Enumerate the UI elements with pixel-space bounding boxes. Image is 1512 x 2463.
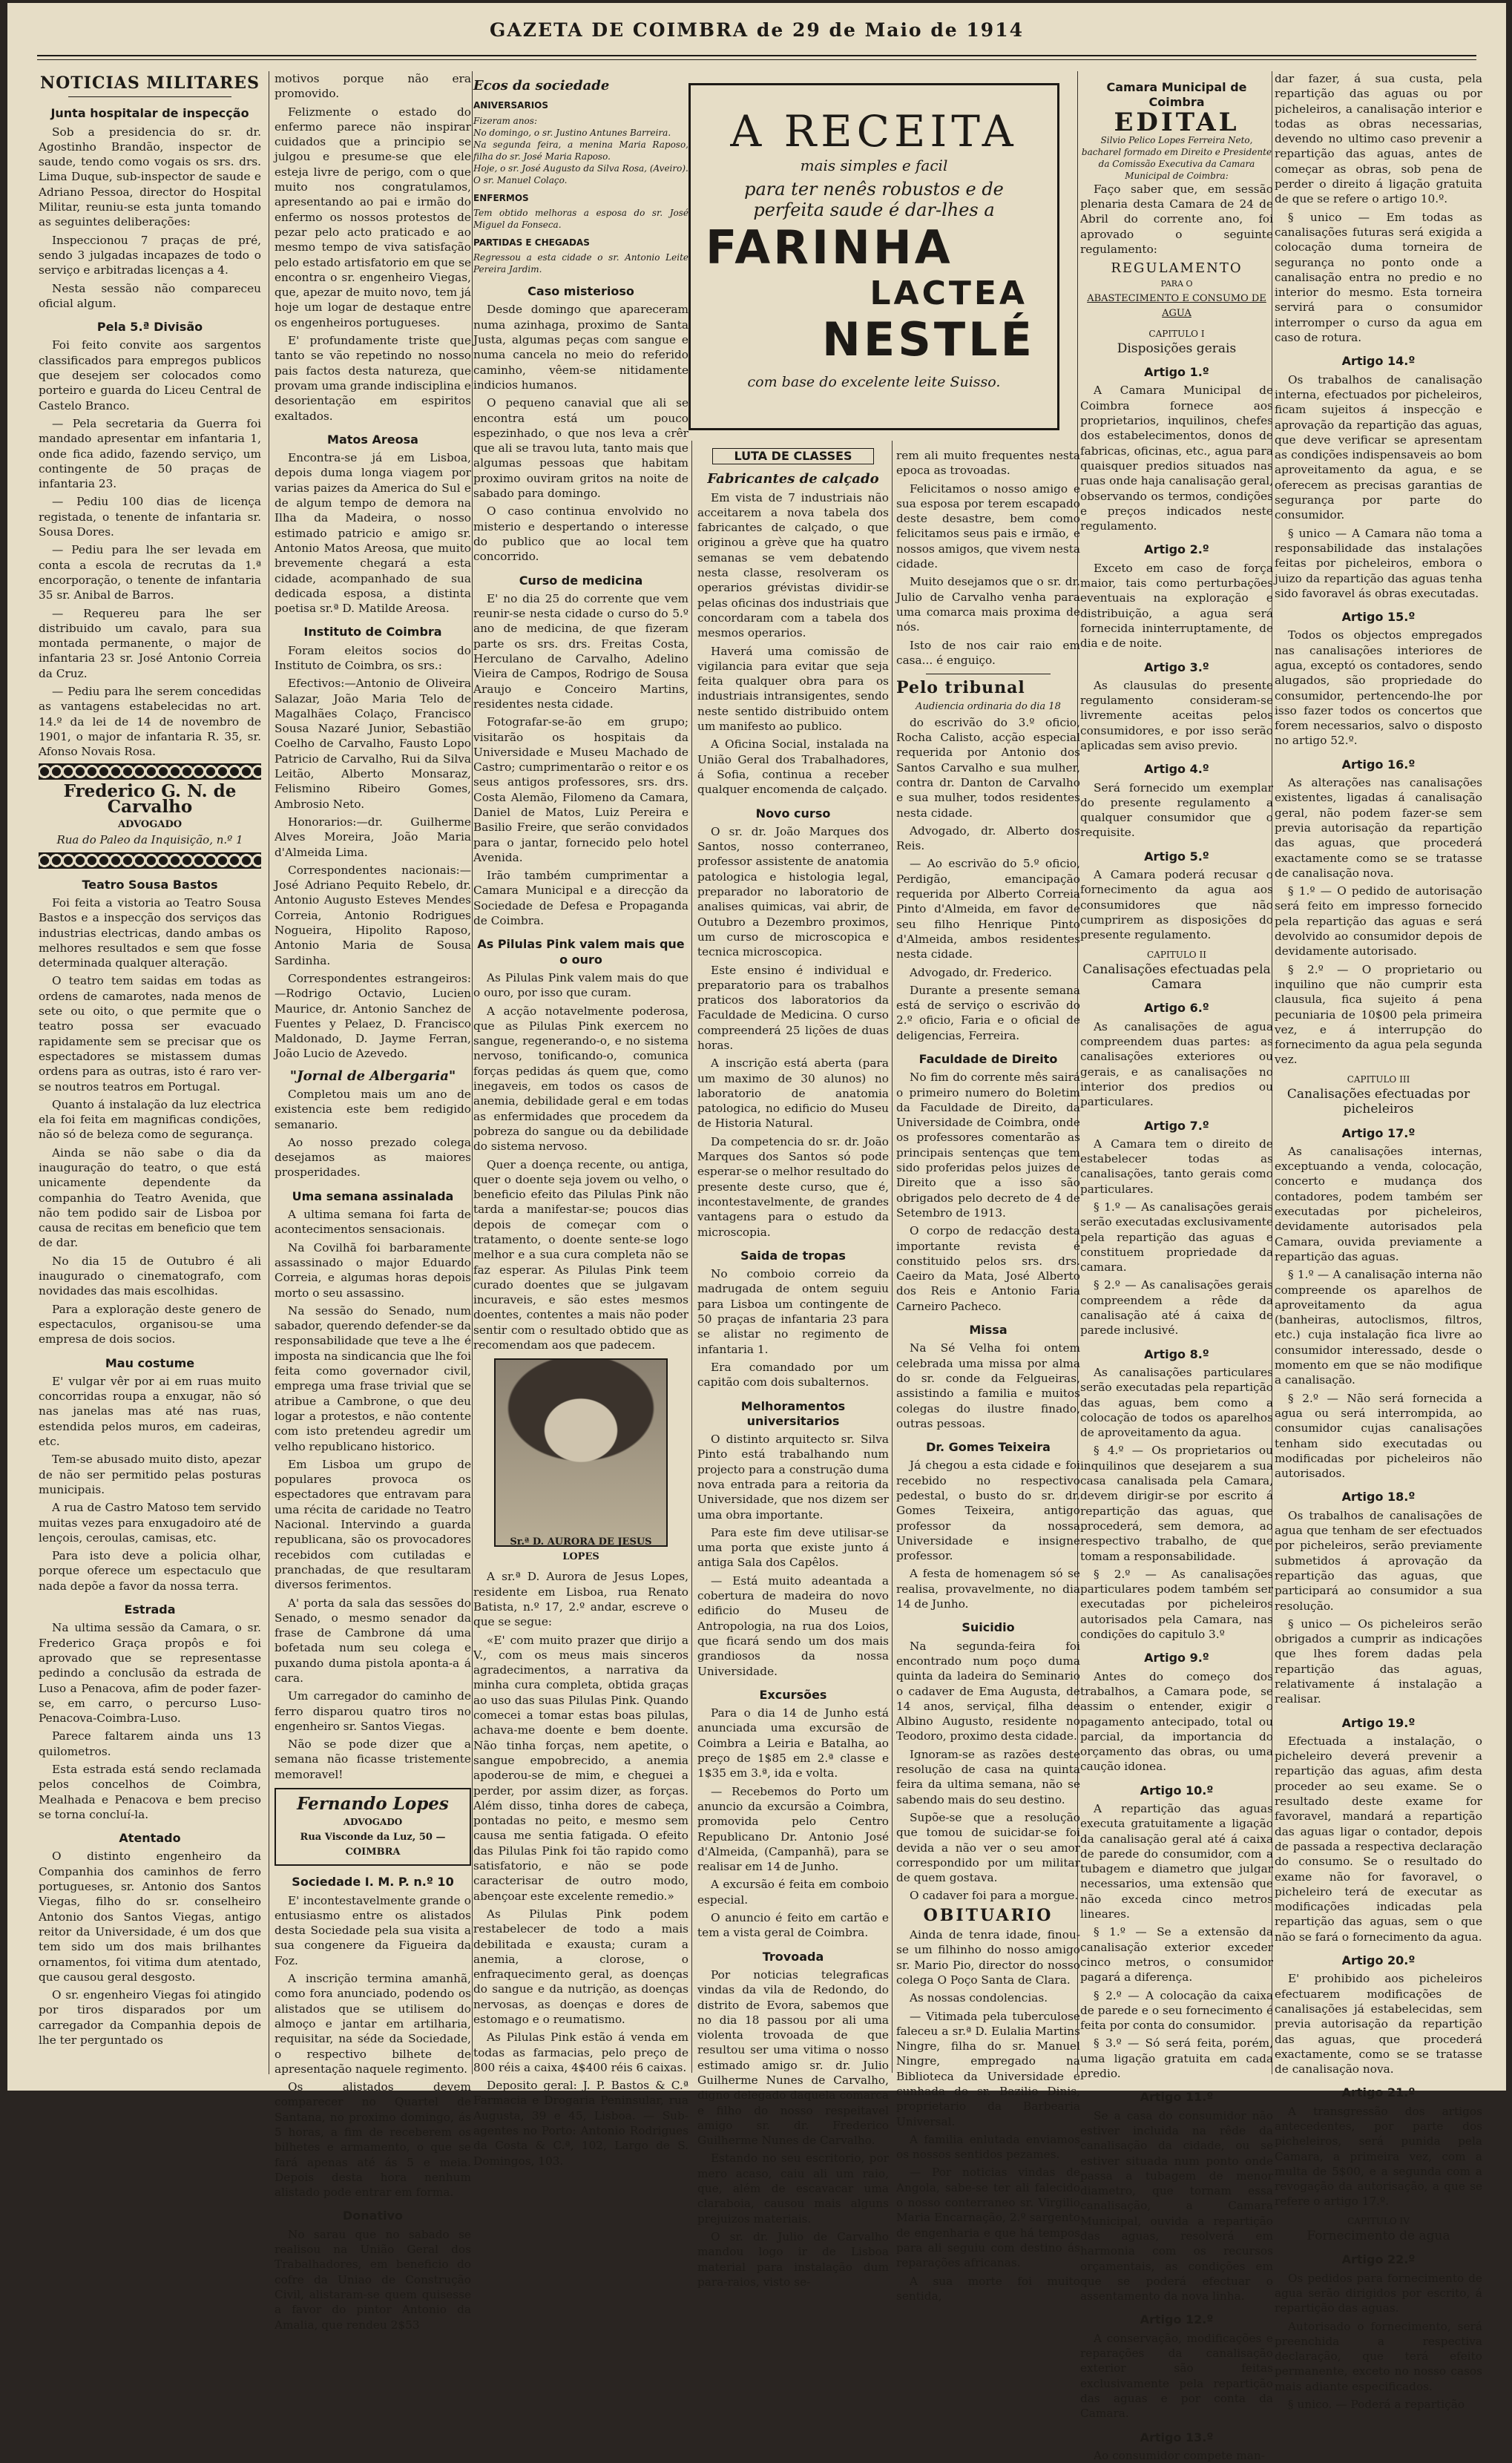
paragraph: No comboio correio da madrugada de ontem seguiu para Lisboa um contingente de 50 praças de infantaria 23 para se alistar no regimento de infantaria 1. <box>697 1267 889 1356</box>
paragraph: Advogado, dr. Frederico. <box>910 965 1052 979</box>
headline: Faculdade de Direito <box>918 1051 1058 1066</box>
paragraph: Na Covilhã foi barbaramente assassinado o major Eduardo Correia, e algumas horas depois morto o seu assassino. <box>275 1240 471 1300</box>
column-7 <box>1275 71 1482 2412</box>
article: Artigo 7.º <box>1144 1118 1209 1133</box>
headline: Excursões <box>759 1687 827 1702</box>
paragraph: § unico. — Poderá a repartição <box>1288 2398 1465 2412</box>
article: Artigo 16.º <box>1341 757 1416 772</box>
paragraph: § 4.º — Os proprietarios ou inquilinos que desejarem a sua casa canalisada pela Camara, devem dirigir-se por escrito á repartição das aguas, que procederá, sem demora, ao respectivo trabalho, de que tomam a responsabilidade. <box>1080 1444 1273 1563</box>
paragraph: — Pediu 100 dias de licença registada, o tenente de infantaria sr. Sousa Dores. <box>39 495 261 539</box>
paragraph: — Está muito adeantada a cobertura de madeira do novo edificio do Museu de Antropologia, na rua dos Loios, que ficará sendo um dos mais grandiosos da nossa Universidade. <box>697 1574 889 1678</box>
paragraph: Felizmente o estado do enfermo parece não inspirar cuidados que a principio se julgou e presume-se que ele esteja livre de perigo, com o que muito nos congratulamos, apresentando ao pai e irmão do enfermo os nossos protestos de pezar pelo acto praticado e ao mesmo tempo de viva satisfação pelo estado artisfatorio em que se encontra o sr. engenheiro Viegas, que, apezar de muito novo, tem já hoje um logar de destaque entre os engenheiros portugueses. <box>275 105 471 329</box>
article: Artigo 5.º <box>1144 849 1209 864</box>
paragraph: Inspeccionou 7 praças de pré, sendo 3 julgadas incapazes de todo o serviço e arbitradas licenças a 4. <box>39 233 261 277</box>
paragraph: — Recebemos do Porto um anuncio da excursão a Coimbra, promovida pelo Centro Republicano Dr. Antonio José d'Almeida, (Campanhã), para se realisar em 14 de Junho. <box>697 1784 889 1874</box>
paragraph: Muito desejamos que o sr. dr. Julio de Carvalho venha para uma comarca mais proxima de nós. <box>896 575 1080 634</box>
ad-brand-lactea: LACTEA <box>870 274 1028 312</box>
paragraph: § unico — A Camara não toma a responsabilidade das instalações feitas por picheleiros, embora o juizo da repartição das aguas tenha sido favoravel ás obras executadas. <box>1275 526 1482 600</box>
paragraph: A Camara Municipal de Coimbra fornece aos proprietarios, inquilinos, chefes dos estabelecimentos, donos de fabricas, oficinas, etc., agua para quaisquer predios situados nas ruas onde haja canalisação geral, observando os termos, condições e preços indicados neste regulamento. <box>1080 384 1273 533</box>
paragraph: No fim do corrente mês sairá o primeiro numero do Boletim da Faculdade de Direito, da Universidade de Coimbra, onde os professores comentarão as principais sentenças que tem sido proferidas pelos juizes de Direito que a isso são obrigados pelo decreto de 4 de Setembro de 1913. <box>896 1071 1080 1220</box>
paragraph: Não se pode dizer que a semana não ficasse tristemente memoravel! <box>275 1737 471 1781</box>
paragraph: — Pela secretaria da Guerra foi mandado apresentar em infantaria 1, onde fica adido, fazendo serviço, um contingente de 50 praças de infantaria 23. <box>39 416 261 491</box>
paragraph: § 3.º — Só será feita, porém, uma ligação gratuita em cada predio. <box>1080 2036 1273 2081</box>
paragraph: O distinto arquitecto sr. Silva Pinto está trabalhando num projecto para a construção duma nova entrada para a reitoria da Universidade, que nos dizem ser uma obra importante. <box>697 1433 889 1522</box>
ad-line: perfeita saude é dar-lhes a <box>753 200 995 220</box>
paragraph: Faço saber que, em sessão plenaria desta Camara de 24 de Abril do corrente ano, foi aprovado o seguinte regulamento: <box>1080 182 1273 257</box>
paragraph: A transgressão dos artigos antecedentes, por parte dos picheleiros, será punida pela Camara, a primeira vez, com a multa de 5$00, e a segunda com a revogação da autorisação, a que se refere o artigo 17.º. <box>1275 2104 1482 2209</box>
paragraph: Para o dia 14 de Junho está anunciada uma excursão de Coimbra a Leiria e Batalha, ao preço de 1$85 em 2.ª classe e 1$35 em 3.ª, ida e volta. <box>697 1706 889 1780</box>
paragraph: Na ultima sessão da Camara, o sr. Frederico Graça propôs e foi aprovado que se representasse pedindo a conclusão da estrada de Luso a Penacova, afim de poder fazer-se, em carro, o percurso Luso-Penacova-Coimbra-Luso. <box>39 1621 261 1726</box>
paragraph: A repartição das aguas executa gratuitamente a ligação da canalisação geral até á caixa de parede do consumidor, com a tubagem e diametro que julgar necessarios, uma extensão que não exceda cinco metros lineares. <box>1080 1801 1273 1921</box>
paragraph: A inscrição está aberta (para um maximo de 30 alunos) no laboratorio de anatomia patologica, no edificio do Museu de Historia Natural. <box>697 1056 889 1131</box>
article: Artigo 20.º <box>1341 1953 1416 1968</box>
masthead: GAZETA DE COIMBRA de 29 de Maio de 1914 <box>490 19 1024 41</box>
paragraph: Honorarios:—dr. Guilherme Alves Moreira, João Maria d'Almeida Lima. <box>275 815 471 859</box>
paragraph: — Ao escrivão do 5.º oficio, Perdigão, emancipação requerida por Alberto Correia Pinto d'Almeida, em favor de seu filho Henrique Pinto d'Almeida, ambos residentes nesta cidade. <box>896 857 1080 961</box>
paragraph: Quer a doença recente, ou antiga, quer o doente seja jovem ou velho, o beneficio efeito das Pilulas Pink não tarda a manifestar-se; poucos dias depois de começar com o tratamento, o doente sente-se logo melhor e a sua cura completa não se faz esperar. As Pilulas Pink teem curado doentes que se julgavam incuraveis, e são estes mesmos doentes, contentes a mais não poder sentir com o resultado obtido que as recomendam aos que padecem. <box>473 1157 688 1352</box>
paragraph: Supõe-se que a resolução que tomou de suicidar-se foi devida a não ver o seu amor correspondido por um militar de quem gostava. <box>896 1810 1080 1885</box>
paragraph: § 1.º — Se a extensão da canalisação exterior exceder cinco metros, o consumidor pagará a diferença. <box>1080 1925 1273 1984</box>
article: Artigo 13.º <box>1140 2430 1214 2444</box>
paragraph: O sr. dr. Julio de Carvalho mandou logo ir de Lisboa material para instalação dum para-raios, visto se- <box>697 2229 889 2289</box>
masthead-rule <box>37 55 1476 56</box>
portrait-image <box>494 1358 668 1563</box>
paragraph: Irão também cumprimentar a Camara Municipal e a direcção da Sociedade de Defesa e Propaganda de Coimbra. <box>473 869 688 928</box>
paragraph: Encontra-se já em Lisboa, depois duma longa viagem por varias paizes da America do Sul e de algum tempo de demora na Ilha da Madeira, o nosso estimado patricio e amigo sr. Antonio Matos Areosa, que muito brevemente chegará a esta cidade, acompanhado de sua dedicada esposa, a distinta poetisa sr.ª D. Matilde Areosa. <box>275 451 471 616</box>
ad-lawyer-box <box>275 1788 471 1866</box>
chapter-title: Canalisações efectuadas pela Camara <box>1082 961 1271 993</box>
ad-tagline: mais simples e facil <box>800 157 948 174</box>
paragraph: Para isto deve a policia olhar, porque oferece um espectaculo que nada depõe a favor da nossa terra. <box>39 1549 261 1593</box>
subheading: ANIVERSARIOS <box>473 100 548 111</box>
paragraph: Os trabalhos de canalisações de agua que tenham de ser efectuados por picheleiros, serão previamente submetidos á aprovação da repartição das aguas, que participará ao consumidor a sua resolução. <box>1275 1508 1482 1613</box>
paragraph: Já chegou a esta cidade e foi recebido no respectivo pedestal, o busto do sr. dr. Gomes Teixeira, antigo professor da nossa Universidade e insigne professor. <box>896 1459 1080 1563</box>
paragraph: § 2.º — As canalisações particulares podem também ser executadas por picheleiros autorisados pela Camara, nas condições do capitulo 3.º <box>1080 1567 1273 1642</box>
paragraph: Antes do começo dos trabalhos, a Camara pode, se assim o entender, exigir o pagamento antecipado, total ou parcial, da importancia do orçamento das obras, ou uma caução idonea. <box>1080 1669 1273 1774</box>
paragraph: A inscrição termina amanhã, como fora anunciado, podendo os alistados que se utilisem do almoço e jantar em artilharia, requisitar, na séde da Sociedade, o respectivo bilhete de apresentação naquele regimento. <box>275 1972 471 2076</box>
paragraph: O sr. engenheiro Viegas foi atingido por tiros disparados por um carregador da Companhia depois de lhe ter perguntado os <box>39 1988 261 2048</box>
headline: Uma semana assinalada <box>292 1188 454 1203</box>
paragraph: As Pilulas Pink estão á venda em todas as farmacias, pelo preço de 800 réis a caixa, 4$400 réis 6 caixas. <box>473 2030 688 2074</box>
headline: Teatro Sousa Bastos <box>82 877 218 892</box>
paragraph: Felicitamos o nosso amigo e sua esposa por terem escapado deste desastre, bem como felicitamos seus pais e irmão, e nossos amigos, que vivem nesta cidade. <box>896 481 1080 571</box>
paragraph: Por noticias telegraficas vindas da vila de Redondo, do distrito de Evora, sabemos que no dia 18 passou por ali uma violenta trovoada de que resultou ser uma vitima o nosso estimado amigo sr. dr. Julio Guilherme Nunes de Carvalho, digno delegado daquela comarca e filho do nosso respeitavel amigo sr. dr. Frederico Guilherme Nunes de Carvalho. <box>697 1967 889 2148</box>
article: Artigo 18.º <box>1341 1490 1416 1505</box>
chapter-title: Fornecimento de agua <box>1306 2229 1450 2244</box>
paragraph: E' prohibido aos picheleiros efectuarem modificações de canalisações já estabelecidas, sem previa autorisação da repartição das aguas, que procederá exactamente, como se se tratasse de canalisação nova. <box>1275 1972 1482 2076</box>
headline: Instituto de Coimbra <box>303 625 442 639</box>
ornament-border <box>39 852 261 869</box>
column-6 <box>1080 71 1273 2462</box>
article: Artigo 4.º <box>1144 762 1209 777</box>
paragraph: § unico — Em todas as canalisações futuras será exigida a colocação duma torneira de segurança no ponto onde a canalisação entra no predio e no interior do mesmo. Esta torneira servirá para o consumidor interromper o curso da agua em caso de rotura. <box>1275 210 1482 345</box>
article: Artigo 15.º <box>1341 610 1416 625</box>
headline: Matos Areosa <box>327 432 418 447</box>
ad-brand-nestle: NESTLÉ <box>821 312 1035 366</box>
paragraph: Para a exploração deste genero de espectaculos, organisou-se uma empresa de dois socios. <box>39 1302 261 1346</box>
paragraph: § 1.º — O pedido de autorisação será feito em impresso fornecido pela repartição das aguas e será devolvido ao consumidor depois de devidamente autorisado. <box>1275 884 1482 958</box>
chapter: CAPITULO III <box>1347 1073 1410 1085</box>
paragraph: As alterações nas canalisações existentes, ligadas á canalisação geral, não podem fazer-se sem previa autorisação da repartição das aguas, que procederá exactamente como se se tratasse de canalisação nova. <box>1275 776 1482 880</box>
headline: Trovoada <box>762 1949 824 1964</box>
paragraph: Na Sé Velha foi ontem celebrada uma missa por alma do sr. conde da Felgueiras, assistindo a familia e muitos colegas do ilustre finado, outras pessoas. <box>896 1341 1080 1430</box>
paragraph: O cadaver foi para a morgue. <box>910 1889 1079 1903</box>
paragraph: § 1.º — As canalisações gerais serão executadas exclusivamente pela repartição das aguas e constituem propriedade da camara. <box>1080 1200 1273 1275</box>
paragraph: Era comandado por um capitão com dois subalternos. <box>697 1360 889 1390</box>
paragraph: Os trabalhos de canalisação interna, efectuados por picheleiros, ficam sujeitos á inspecção e aprovação da repartição das aguas, que deve verificar se apresentam as condições indispensaveis ao bom aproveitamento da agua, e se oferecem as precisas garantias de segurança por parte do consumidor. <box>1275 372 1482 522</box>
paragraph: Os pedidos para fornecimento de agua serão dirigidos por escrito, á repartição das aguas. <box>1275 2271 1482 2315</box>
paragraph: motivos porque não era promovido. <box>275 72 471 101</box>
paragraph: do escrivão do 3.º oficio, Rocha Calisto, acção especial requerida por Antonio dos Santos Carvalho e sua mulher, contra dr. Danton de Carvalho e sua mulher, todos residentes nesta cidade. <box>896 715 1080 820</box>
headline: Fabricantes de calçado <box>707 471 879 487</box>
paragraph: § 2.º — A colocação da caixa de parede e o seu fornecimento é feita por conta do consumidor. <box>1080 1988 1273 2033</box>
column-rule <box>892 441 893 2073</box>
paragraph: Ao consumidor compete man- <box>1094 2448 1265 2462</box>
paragraph: Completou mais um ano de existencia este bem redigido semanario. <box>275 1088 471 1131</box>
paragraph: Em Lisboa um grupo de populares provoca os espectadores que entravam para uma récita de caridade no Teatro Nacional. Intervindo a guarda republicana, são os provocadores recebidos com cutiladas e pranchadas, de que resultaram diversos ferimentos. <box>275 1457 471 1592</box>
article: Artigo 6.º <box>1144 1001 1209 1016</box>
paragraph: — Pediu para lhe serem concedidas as vantagens estabelecidas no art. 14.º da lei de 14 de novembro de 1901, o major de infantaria R. 35, sr. Afonso Novais Rosa. <box>39 684 261 759</box>
paragraph: § 2.º — As canalisações gerais compreendem a rêde da canalisação até á caixa de parede inclusivé. <box>1080 1278 1273 1338</box>
article: Artigo 22.º <box>1341 2252 1416 2267</box>
paragraph: «E' com muito prazer que dirijo a V., com os meus mais sinceros agradecimentos, a narrativa da minha cura completa, obtida graças ao uso das suas Pilulas Pink. Quando comecei a tomar estas boas pilulas, achava-me doente e bem doente. Não tinha forças, nem apetite, o sangue empobrecido, a anemia apoderou-se de mim, e cheguei a perder, por assim dizer, as forças. Além disso, tinha dores de cabeça, pontadas no peito, e mesmo sem causa me sentia fatigada. O efeito das Pilulas Pink foi tão rapido como satisfatorio, e não se pode caracterisar de outro modo, abençoar este excelente remedio.» <box>473 1633 688 1903</box>
paragraph: Ignoram-se as razões deste resolução de casa na quinta feira da ultima semana, não se sabendo mais do seu destino. <box>896 1747 1080 1806</box>
paragraph: Parece faltarem ainda uns 13 quilometros. <box>39 1729 261 1758</box>
edital-title: EDITAL <box>1114 107 1240 137</box>
article: Artigo 10.º <box>1140 1783 1214 1798</box>
paragraph: O anuncio é feito em cartão e tem a vista geral de Coimbra. <box>697 1911 889 1940</box>
heading: ABASTECIMENTO E CONSUMO DE AGUA <box>1087 292 1266 320</box>
paragraph: A rua de Castro Matoso tem servido muitas vezes para enxugadoiro até de lençois, ceroulas, camisas, etc. <box>39 1501 261 1545</box>
paragraph: O sr. dr. João Marques dos Santos, nosso conterraneo, professor assistente de anatomia patologica e histologia legal, preparador no laboratorio de analises quimicas, vai abrir, de Outubro a Dezembro proximos, um curso de microscopica e tecnica microscopica. <box>697 824 889 959</box>
paragraph: dar fazer, á sua custa, pela repartição das aguas ou por picheleiros, a canalisação interior e todas as obras necessarias, devendo no ultimo caso prevenir a repartição das aguas, antes de começar as obras, sob pena de perder o direito á ligação gratuita de que se refere o artigo 10.º. <box>1275 72 1482 206</box>
paragraph: A conservação, modificações e reparações da canalisação exterior são feitas exclusivamente pela repartição das aguas e por conta da Camara. <box>1080 2331 1273 2421</box>
headline: Saida de tropas <box>740 1248 846 1263</box>
ad-line: para ter nenês robustos e de <box>744 179 1004 200</box>
paragraph: Esta estrada está sendo reclamada pelos concelhos de Coimbra, Mealhada e Penacova e bem preciso se torna concluí-la. <box>39 1762 261 1821</box>
headline: Estrada <box>124 1602 176 1617</box>
paragraph: Para este fim deve utilisar-se uma porta que existe junto á antiga Sala dos Capêlos. <box>697 1525 889 1570</box>
paragraph: Quanto á instalação da luz electrica ela foi feita em magnificas condições, não só de beleza como de segurança. <box>39 1097 261 1142</box>
ad-lawyer-name: Frederico G. N. de Carvalho <box>63 781 237 817</box>
paragraph: Na segunda-feira foi encontrado num poço duma quinta da ladeira do Seminario o cadaver de Ema Augusta, de 14 anos, serviçal, filha de Albino Augusto, residente no Teodoro, proximo desta cidade. <box>896 1639 1080 1743</box>
column-4 <box>697 448 889 2289</box>
column-rule <box>472 71 473 2074</box>
social-note: Hoje, o sr. José Augusto da Silva Rosa, (Aveiro). <box>473 162 688 174</box>
newspaper-page <box>7 3 1506 2462</box>
social-note: O sr. Manuel Colaço. <box>473 174 568 185</box>
paragraph: Os alistados devem comparecer no Quartel de Santana, no proximo domingo, ás 5 horas, a fim de receberem os bilhetes e armamento, o que se fará apenas até ás 5 e meia. Depois desta hora nenhum alistado pode entrar em forma. <box>275 2080 471 2200</box>
paragraph: O pequeno canavial que ali se encontra está um pouco espezinhado, o que nos leva a crêr que ali se travou luta, tanto mais que algumas pessoas que habitam proximo ouviram gritos na noite de sabado para domingo. <box>473 396 688 501</box>
paragraph: Sob a presidencia do sr. dr. Agostinho Brandão, inspector de saude, tendo como vogais os srs. drs. Lima Duque, sub-inspector de saude e Adriano Pessoa, director do Hospital Militar, reuniu-se esta junta tomando as seguintes deliberações: <box>39 125 261 229</box>
paragraph: Correspondentes estrangeiros:—Rodrigo Octavio, Lucien Maurice, dr. Antonio Sanchez de Fuentes y Pelaez, D. Francisco Maldonado, D. Jayme Ferran, João Lucio de Azevedo. <box>275 971 471 1061</box>
paragraph: rem ali muito frequentes nesta epoca as trovoadas. <box>896 449 1080 478</box>
paragraph: A Oficina Social, instalada na União Geral dos Trabalhadores, á Sofia, continua a receber qualquer encomenda de calçado. <box>697 737 889 797</box>
paragraph: Desde domingo que apareceram numa azinhaga, proximo de Santa Justa, algumas peças com sangue e numa cancela no meio do referido caminho, vêem-se nitidamente indicios humanos. <box>473 303 688 392</box>
subheading: ENFERMOS <box>473 192 529 203</box>
ad-headline: A RECEITA <box>730 106 1018 157</box>
article: Artigo 14.º <box>1341 354 1416 369</box>
paragraph: As clausulas do presente regulamento consideram-se livremente aceitas pelos consumidores, e por isso serão aplicadas sem aviso previo. <box>1080 678 1273 752</box>
article: Artigo 11.º <box>1140 2090 1214 2105</box>
paragraph: Durante a presente semana está de serviço o escrivão do 2.º oficio, Faria e o oficial de deligencias, Ferreira. <box>896 983 1080 1042</box>
paragraph: Todos os objectos empregados nas canalisações interiores de agua, exceptó os contadores, sendo alugados, são propriedade do consumidor, pertencendo-lhe por isso fazer todos os concertos que forem necessarios, salvo o disposto no artigo 52.º. <box>1275 628 1482 748</box>
paragraph: As canalisações de agua compreendem duas partes: as canalisações exteriores ou gerais, e as canalisações no interior dos predios ou particulares. <box>1080 1019 1273 1109</box>
article: Artigo 2.º <box>1144 542 1209 557</box>
paragraph: Nesta sessão não compareceu oficial algum. <box>39 281 261 310</box>
edital-author: Silvio Pelico Lopes Ferreira Neto, bacharel formado em Direito e Presidente da Comissão Executiva da Camara Municipal de Coimbra: <box>1081 134 1272 181</box>
headline: Camara Municipal de Coimbra <box>1106 80 1247 110</box>
paragraph: A familia enlutada enviamos os nossos sentidos pezames. <box>896 2132 1080 2162</box>
paragraph: § 2.º — O proprietario ou inquilino que não cumprir esta clausula, fica sujeito á pena pecuniaria de 10$00 pela primeira vez, e á interrupção do fornecimento da agua pela segunda vez. <box>1275 962 1482 1067</box>
paragraph: § 1.º — A canalisação interna não compreende os aparelhos de aproveitamento da agua (banheiras, autoclismos, filtros, etc.) cuja instalação fica livre ao consumidor interessado, desde o momento em que se não modifique a canalisação. <box>1275 1268 1482 1387</box>
ad-footer: com base do excelente leite Suisso. <box>747 374 1001 390</box>
paragraph: Correspondentes nacionais:—José Adriano Pequito Rebelo, dr. Antonio Augusto Esteves Mendes Correia, Antonio Rodrigues Nogueira, Hipolito Raposo, Antonio Maria de Sousa Sardinha. <box>275 863 471 967</box>
paragraph: As canalisações internas, exceptuando a venda, colocação, concerto e mudança dos contadores, podem também ser executadas por picheleiros, devidamente autorisados pela Camara, ouvida previamente a repartição das aguas. <box>1275 1144 1482 1263</box>
paragraph: Este ensino é individual e preparatorio para os trabalhos praticos dos laboratorios da Faculdade de Medicina. O curso compreenderá 25 lições de duas horas. <box>697 963 889 1052</box>
paragraph: A Camara poderá recusar o fornecimento da agua aos consumidores que não cumprirem as disposições do presente regulamento. <box>1080 868 1273 942</box>
ad-lawyer-address: Rua Visconde da Luz, 50 — COIMBRA <box>300 1831 446 1858</box>
paragraph: § unico — Os picheleiros serão obrigados a cumprir as indicações que lhes forem dadas pela repartição das aguas, relativamente á instalação a realisar. <box>1275 1617 1482 1706</box>
paragraph: Deposito geral: J. P. Bastos & C.ª Farmacia e Drogaria Peninsular, rua Augusta, 39 e 45, Lisboa. — Sub-agentes no Porto: Antonio Rodrigues da Costa & C.ª, 102, Largo de S. Domingos, 103. <box>473 2079 688 2168</box>
paragraph: Efectuada a instalação, o picheleiro deverá prevenir a repartição das aguas, afim desta proceder ao seu exame. Se o resultado deste exame for favoravel, mandará a repartição das aguas ligar o contador, depois de passada a respectiva declaração do consumo. Se o resultado do exame não for favoravel, o picheleiro terá de executar as modificações indicadas pela repartição das aguas, sem o que não se fará o fornecimento da agua. <box>1275 1734 1482 1944</box>
headline: OBITUARIO <box>923 1905 1054 1925</box>
headline: LUTA DE CLASSES <box>712 448 874 464</box>
social-note: Tem obtido melhoras a esposa do sr. José Miguel da Fonseca. <box>473 207 688 230</box>
paragraph: E' vulgar vêr por ai em ruas muito concorridas roupa a enxugar, não só nas janelas mas até nas ruas, estendida pelos muros, em cadeiras, etc. <box>39 1374 261 1449</box>
article: Artigo 17.º <box>1341 1125 1416 1140</box>
section-title: NOTICIAS MILITARES <box>40 73 260 93</box>
headline: Melhoramentos universitarios <box>740 1398 846 1428</box>
ad-lawyer-address: Rua do Paleo da Inquisição, n.º 1 <box>56 833 243 847</box>
column-rule <box>691 441 692 2073</box>
ad-lawyer-name: Fernando Lopes <box>297 1794 449 1815</box>
paragraph: O corpo de redacção desta importante revista é constituido pelos srs. drs. Caeiro da Mata, José Alberto dos Reis e Antonio Faria Carneiro Pacheco. <box>896 1224 1080 1313</box>
paragraph: — Pediu para lhe ser levada em conta a escola de recrutas da 1.ª encorporação, o tenente de infantaria 35 sr. Anibal de Barros. <box>39 543 261 602</box>
paragraph: Foi feita a vistoria ao Teatro Sousa Bastos e a inspecção dos serviços das industrias electricas, dando ambas os melhores resultados e sem que fosse determinada qualquer alteração. <box>39 895 261 970</box>
headline: Suicidio <box>962 1620 1015 1635</box>
headline: As Pilulas Pink valem mais que o ouro <box>477 937 685 967</box>
headline: "Jornal de Albergaria" <box>289 1068 456 1084</box>
paragraph: A Camara tem o direito de estabelecer todas as canalisações, tanto gerais como particulares. <box>1080 1137 1273 1196</box>
ad-lawyer-role: ADVOGADO <box>117 819 183 831</box>
article: Artigo 19.º <box>1341 1715 1416 1730</box>
paragraph: Ainda se não sabe o dia da inauguração do teatro, o que está unicamente dependente da companhia do Teatro Avenida, que não tem podido sair de Lisboa por causa de recitas em beneficio que tem de dar. <box>39 1145 261 1250</box>
paragraph: Um carregador do caminho de ferro disparou quatro tiros no engenheiro sr. Santos Viegas. <box>275 1689 471 1733</box>
paragraph: A sua morte foi muito sentida, <box>896 2274 1080 2303</box>
headline: Pelo tribunal <box>896 678 1025 698</box>
paragraph: Isto de nos cair raio em casa... é enguiço. <box>896 638 1080 667</box>
paragraph: A excursão é feita em comboio especial. <box>697 1878 889 1907</box>
paragraph: O caso continua envolvido no misterio e despertando o interesse do publico que ao local tem concorrido. <box>473 504 688 564</box>
heading: PARA O <box>1160 278 1193 289</box>
paragraph: — Por noticias vindas de Angola, sabe-se ter ali falecido o nosso conterraneo sr. Virgilio Maria Encarnação, 2.º sargento de engenharia e que há tempos para ali seguiu com destino ás reparações africanas. <box>896 2166 1080 2270</box>
paragraph: E' incontestavelmente grande o entusiasmo entre os alistados desta Sociedade pela sua visita a sua congenere da Figueira da Foz. <box>275 1893 471 1967</box>
article: Artigo 3.º <box>1144 660 1209 674</box>
heading: REGULAMENTO <box>1111 260 1243 277</box>
ad-brand-farinha: FARINHA <box>706 220 953 274</box>
headline: Novo curso <box>755 806 831 821</box>
paragraph: Fotografar-se-ão em grupo; visitarão os hospitais da Universidade e Museu Machado de Castro; cumprimentarão o reitor e os seus antigos professores, srs. drs. Costa Alemão, Filomeno da Camara, Daniel de Matos, Luiz Pereira e Basilio Freire, que serão convidados para o jantar, fornecido pelo hotel Avenida. <box>473 715 688 864</box>
social-note: Fizeram anos: <box>473 115 537 126</box>
column-1 <box>39 71 261 2074</box>
paragraph: Tem-se abusado muito disto, apezar de não ser permitido pelas posturas municipais. <box>39 1453 261 1496</box>
headline: Missa <box>969 1323 1008 1338</box>
headline: Pela 5.ª Divisão <box>96 320 203 335</box>
paragraph: Da competencia do sr. dr. João Marques dos Santos só pode esperar-se o melhor resultado do presente deste curso, que é, incontestavelmente, de grandes vantagens para o estudo da microscopia. <box>697 1134 889 1239</box>
article: Artigo 9.º <box>1144 1651 1209 1665</box>
paragraph: A acção notavelmente poderosa, que as Pilulas Pink exercem no sangue, regenerando-o, e no sistema nervoso, tonificando-o, comunica forças pedidas ás quem que, como inegaveis, em todos os casos de anemia, debilidade geral e em todas as enfermidades que procedem da pobreza do sangue ou da debilidade do sistema nervoso. <box>473 1004 688 1154</box>
column-5 <box>896 448 1080 2303</box>
paragraph: A ultima semana foi farta de acontecimentos sensacionais. <box>275 1208 471 1237</box>
chapter-title: Canalisações efectuadas por picheleiros <box>1286 1087 1470 1117</box>
paragraph: A sr.ª D. Aurora de Jesus Lopes, residente em Lisboa, rua Renato Batista, n.º 17, 2.º andar, escreve o que se segue: <box>473 1570 688 1629</box>
paragraph: No dia 15 de Outubro é ali inaugurado o cinematografo, com novidades das mais escolhidas. <box>39 1254 261 1298</box>
paragraph: Na sessão do Senado, num sabador, querendo defender-se da responsabilidade que teve a lhe é imposta na sindicancia que lhe foi feita como governador civil, emprega uma frase trivial que se atribue a Cambrone, o que deu logar a protestos, e não contente com isto pretendeu agredir um velho republicano historico. <box>275 1303 471 1453</box>
social-note: Na segunda feira, a menina Maria Raposo, filha do sr. José Maria Raposo. <box>473 139 688 162</box>
paragraph: Haverá uma comissão de vigilancia para evitar que seja feita qualquer obra para os industriais intransigentes, sendo neste sentido distribuido ontem um manifesto ao publico. <box>697 644 889 734</box>
article: Artigo 12.º <box>1140 2312 1214 2327</box>
headline: Caso misterioso <box>527 284 634 299</box>
paragraph: Estando no seu escritorio, por mero acaso, caiu ali um raio, que, além de escavacar uma claraboia, causou mais alguns prejuizos materiais. <box>697 2151 889 2226</box>
portrait-caption: Sr.ª D. AURORA DE JESUS LOPES <box>510 1536 652 1563</box>
chapter: CAPITULO II <box>1147 949 1206 960</box>
article: Artigo 21.º <box>1341 2085 1416 2100</box>
paragraph: Ainda de tenra idade, finou-se um filhinho do nosso amigo sr. Mario Pio, director do nosso colega O Poço Santa de Clara. <box>896 1928 1080 1987</box>
chapter-title: Disposições gerais <box>1117 341 1237 356</box>
column-3 <box>473 71 688 2168</box>
paragraph: — Vitimada pela tuberculose faleceu a sr.ª D. Eulalia Martins Ningre, filha do sr. Manuel Ningre, empregado na Biblioteca da Universidade e cunhada do sr. Bazilio Dinis, proprietario da Barbearia Universal. <box>896 2009 1080 2128</box>
paragraph: Será fornecido um exemplar do presente regulamento a qualquer consumidor que o requisite. <box>1080 780 1273 840</box>
paragraph: Foi feito convite aos sargentos classificados para empregos publicos que desejem ser colocados como porteiro e guarda do Liceu Central de Castelo Branco. <box>39 338 261 412</box>
headline: Sociedade I. M. P. n.º 10 <box>292 1875 454 1890</box>
paragraph: Foram eleitos socios do Instituto de Coimbra, os srs.: <box>275 643 471 672</box>
paragraph: O teatro tem saidas em todas as ordens de camarotes, nada menos de sete ou oito, o que permite que o teatro possa ser evacuado rapidamente sem se precisar que os espectadores se mistassem dumas ordens para as outras, isto é raro ver-se noutros teatros em Portugal. <box>39 974 261 1094</box>
subheading: Audiencia ordinaria do dia 18 <box>916 701 1061 713</box>
paragraph: Efectivos:—Antonio de Oliveira Salazar, João Maria Telo de Magalhães Colaço, Francisco Sousa Nazaré Junior, Sebastião Coelho de Carvalho, Fausto Lopo Patricio de Carvalho, Rui da Silva Leitão, Alberto Monsaraz, Felismino Ribeiro Gomes, Ambrosio Neto. <box>275 677 471 811</box>
paragraph: E' no dia 25 do corrente que vem reunir-se nesta cidade o curso do 5.º ano de medicina, de que fizeram parte os srs. drs. Freitas Costa, Herculano de Carvalho, Adelino Vieira de Campos, Rodrigo de Sousa Araujo e Conceiro Martins, residentes nesta cidade. <box>473 591 688 711</box>
paragraph: Exceto em caso de força maior, tais como perturbações eventuais na exploração e distribuição, a agua será fornecida ininterruptamente, de dia e de noite. <box>1080 561 1273 651</box>
headline: Atentado <box>119 1831 181 1846</box>
social-note: No domingo, o sr. Justino Antunes Barreira. <box>473 127 671 138</box>
ad-lawyer-role: ADVOGADO <box>343 1817 403 1828</box>
paragraph: — Requereu para lhe ser distribuido um cavalo, para sua montada permanente, o major de infantaria 23 sr. José Antonio Correia da Cruz. <box>39 606 261 680</box>
paragraph: As Pilulas Pink valem mais do que o ouro, por isso que curam. <box>473 970 688 1000</box>
paragraph: No sarau que no sabado se realisou na União Geral dos Trabalhadores, em beneficio do cofre da Uniao de Construção Civil, alistaram-se quem quisesse a favor do pintor Antonio da Amalia, que rendeu 2$53 <box>275 2227 471 2332</box>
paragraph: A festa de homenagem só se realisa, provavelmente, no dia 14 de Junho. <box>896 1567 1080 1611</box>
paragraph: E' profundamente triste que tanto se vão repetindo no nosso pais factos desta natureza, que provam uma grande indisciplina e desorientação em espiritos exaltados. <box>275 334 471 423</box>
social-note: Regressou a esta cidade o sr. Antonio Leite Pereira Jardim. <box>473 252 688 275</box>
subheading: PARTIDAS E CHEGADAS <box>473 237 590 248</box>
nestle-advertisement <box>688 83 1059 430</box>
chapter: CAPITULO IV <box>1347 2215 1410 2226</box>
paragraph: Advogado, dr. Alberto dos Reis. <box>896 823 1080 853</box>
paragraph: Se a casa do consumidor não estiver incluida na rêde da canalisação da cidade, ou se estiver situada num ponto onde passa a tubagem de menor diametro, que tornam essa canalisação, a Camara Municipal, ouvida a repartição das aguas, resolverá em harmonia com os recursos orçamentais, as condições em que se poderá efectuar o assentamento da nova linha. <box>1080 2108 1273 2303</box>
headline: Curso de medicina <box>519 573 643 588</box>
paragraph: A' porta da sala das sessões do Senado, o mesmo senador da frase de Cambrone dá uma bofetada num seu colega e puxando duma pistola aponta-a á cara. <box>275 1596 471 1685</box>
paragraph: § 2.º — Não será fornecida a agua ou será interrompida, ao consumidor cujas canalisações tenham sido executadas ou modificadas por picheleiros não autorisados. <box>1275 1391 1482 1481</box>
chapter: CAPITULO I <box>1148 328 1205 339</box>
paragraph: As Pilulas Pink podem restabelecer de todo a mais debilitada e exausta; curam a anemia, a clorose, o enfraquecimento geral, as doenças do sangue e da nutrição, as doenças nervosas, as doenças e dores de estomago e o reumatismo. <box>473 1907 688 2026</box>
paragraph: Ao nosso prezado colega desejamos as maiores prosperidades. <box>275 1135 471 1180</box>
ornament-border <box>39 763 261 780</box>
paragraph: O distinto engenheiro da Companhia dos caminhos de ferro portugueses, sr. Antonio dos Santos Viegas, filho do sr. conselheiro Antonio dos Santos Viegas, antigo reitor da Universidade, é um dos que tem sido um dos mais brilhantes ornamentos, foi vitima dum atentado, que causou geral desgosto. <box>39 1849 261 1984</box>
column-2 <box>275 71 471 2332</box>
article: Artigo 8.º <box>1144 1346 1209 1361</box>
masthead-rule-thin <box>37 59 1476 60</box>
paragraph: Autorisado o fornecimento, será preenchida a respectiva declaração, que terá efeito permanente, exceto no nosso casos mais adiante especificados. <box>1275 2319 1482 2393</box>
headline: Dr. Gomes Teixeira <box>926 1440 1051 1455</box>
headline: Ecos da sociedade <box>473 78 610 93</box>
article: Artigo 1.º <box>1144 365 1209 380</box>
paragraph: Em vista de 7 industriais não acceitarem a nova tabela dos fabricantes de calçado, o que originou a grève que ha quatro semanas se vem debatendo nesta classe, resolveram os operarios grévistas dividir-se pelas oficinas dos industriais que concordaram com a tabela dos mesmos operarios. <box>697 490 889 640</box>
headline: Donativo <box>342 2209 403 2223</box>
headline: Mau costume <box>105 1355 195 1370</box>
paragraph: As nossas condolencias. <box>910 1991 1048 2005</box>
headline: Junta hospitalar de inspecção <box>50 106 249 121</box>
paragraph: As canalisações particulares serão executadas pela repartição das aguas, bem como a colocação de todos os aparelhos de aproveitamento da agua. <box>1080 1365 1273 1440</box>
